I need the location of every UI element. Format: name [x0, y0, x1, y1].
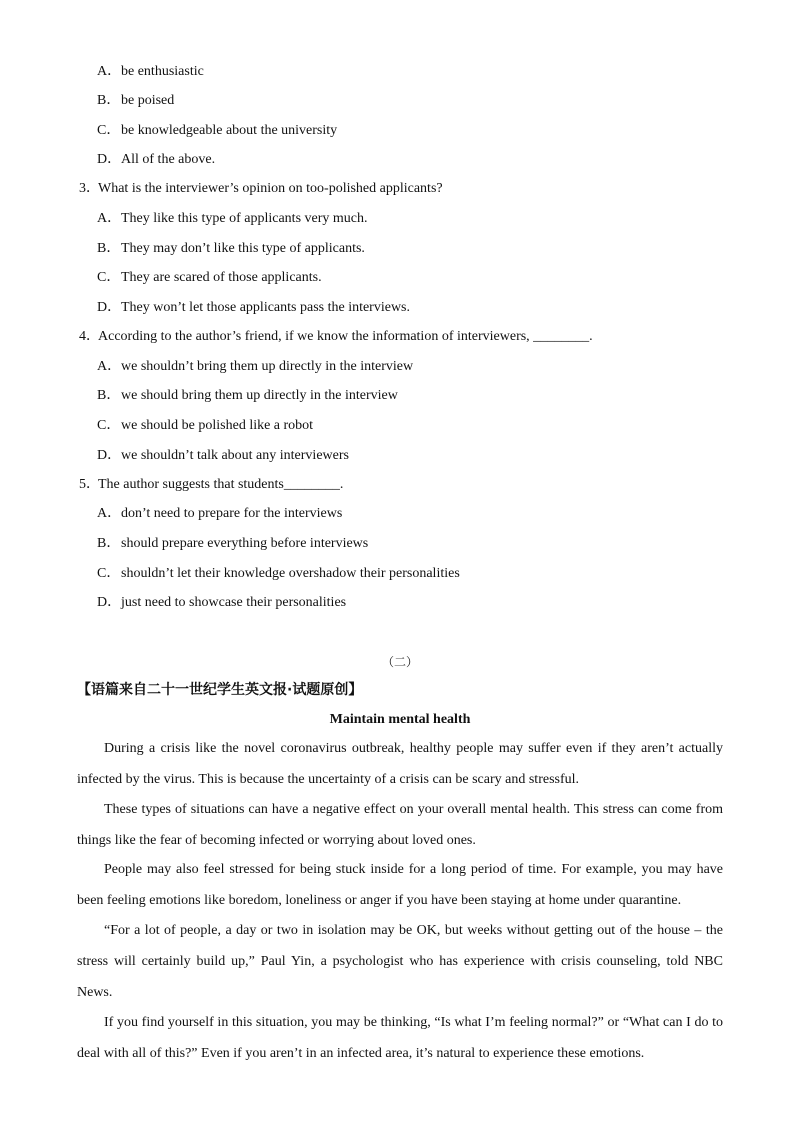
article-paragraph: “For a lot of people, a day or two in isolation may be OK, but weeks without getting out of the house – the stress will certainly build up,” Paul Yin, a psychologist who has experience with crisis counseling, told NBC News. — [77, 923, 723, 1000]
question-number: 4． — [79, 329, 100, 344]
q2-option-a — [97, 63, 204, 81]
q2-option-d — [97, 151, 215, 169]
option-label: B． — [97, 241, 121, 256]
option-text: They like this type of applicants very much. — [121, 211, 368, 226]
option-label: D． — [97, 152, 122, 167]
q5-option-c — [97, 565, 460, 583]
option-text: just need to showcase their personalities — [121, 595, 347, 610]
q2-option-b — [97, 92, 174, 110]
q5-option-b — [97, 535, 368, 553]
option-label: C． — [97, 566, 121, 581]
option-text: don’t need to prepare for the interviews — [121, 506, 343, 521]
q3-option-c — [97, 269, 322, 287]
option-label: A． — [97, 211, 122, 226]
question-5 — [79, 476, 343, 494]
option-text: They won’t let those applicants pass the interviews. — [121, 300, 411, 315]
option-text: be enthusiastic — [121, 64, 204, 79]
question-4 — [79, 328, 593, 346]
question-number: 3． — [79, 181, 100, 196]
q4-option-c — [97, 417, 313, 435]
q5-option-d — [97, 594, 346, 612]
q2-option-c — [97, 122, 337, 140]
option-label: B． — [97, 536, 121, 551]
article-paragraph: During a crisis like the novel coronavirus outbreak, healthy people may suffer even if they aren’t actually infected by the virus. This is because the uncertainty of a crisis can be scary and stressful. — [77, 741, 723, 787]
option-text: be poised — [121, 93, 175, 108]
option-text: we shouldn’t talk about any interviewers — [121, 448, 349, 463]
option-label: D． — [97, 300, 122, 315]
option-label: C． — [97, 123, 121, 138]
option-label: C． — [97, 270, 121, 285]
option-text: shouldn’t let their knowledge overshadow their personalities — [121, 566, 460, 581]
option-text: should prepare everything before interviews — [121, 536, 369, 551]
option-text: They are scared of those applicants. — [121, 270, 322, 285]
article-paragraph: People may also feel stressed for being stuck inside for a long period of time. For example, you may have been feeling emotions like boredom, loneliness or anger if you have been staying at home under quarantine. — [77, 862, 723, 908]
q5-option-a — [97, 505, 342, 523]
option-label: B． — [97, 93, 121, 108]
question-text: The author suggests that students________. — [98, 477, 344, 492]
option-label: C． — [97, 418, 121, 433]
section-heading: （二） — [381, 655, 418, 669]
article-paragraph: If you find yourself in this situation, you may be thinking, “Is what I’m feeling normal?” or “What can I do to deal with all of this?” Even if you aren’t in an infected area, it’s natural to experience these emotions. — [77, 1015, 723, 1061]
option-label: A． — [97, 506, 122, 521]
option-text: we should bring them up directly in the interview — [121, 388, 398, 403]
option-label: B． — [97, 388, 121, 403]
q4-option-b — [97, 387, 398, 405]
question-text: According to the author’s friend, if we know the information of interviewers, ________. — [98, 329, 593, 344]
option-text: we shouldn’t bring them up directly in the interview — [121, 359, 414, 374]
option-label: D． — [97, 448, 122, 463]
article-paragraph: These types of situations can have a negative effect on your overall mental health. This stress can come from things like the fear of becoming infected or worrying about loved ones. — [77, 802, 723, 848]
option-text: we should be polished like a robot — [121, 418, 314, 433]
option-label: D． — [97, 595, 122, 610]
option-text: They may don’t like this type of applicants. — [121, 241, 365, 256]
option-text: All of the above. — [121, 152, 216, 167]
option-label: A． — [97, 64, 122, 79]
q4-option-a — [97, 358, 413, 376]
question-number: 5． — [79, 477, 100, 492]
source-line: 【语篇来自二十一世纪学生英文报·试题原创】 — [77, 682, 363, 698]
question-3 — [79, 180, 443, 198]
question-text: What is the interviewer’s opinion on too-polished applicants? — [98, 181, 443, 196]
q3-option-a — [97, 210, 368, 228]
article-title: Maintain mental health — [329, 712, 471, 727]
q3-option-b — [97, 240, 365, 258]
option-label: A． — [97, 359, 122, 374]
option-text: be knowledgeable about the university — [121, 123, 338, 138]
q4-option-d — [97, 447, 349, 465]
q3-option-d — [97, 299, 410, 317]
